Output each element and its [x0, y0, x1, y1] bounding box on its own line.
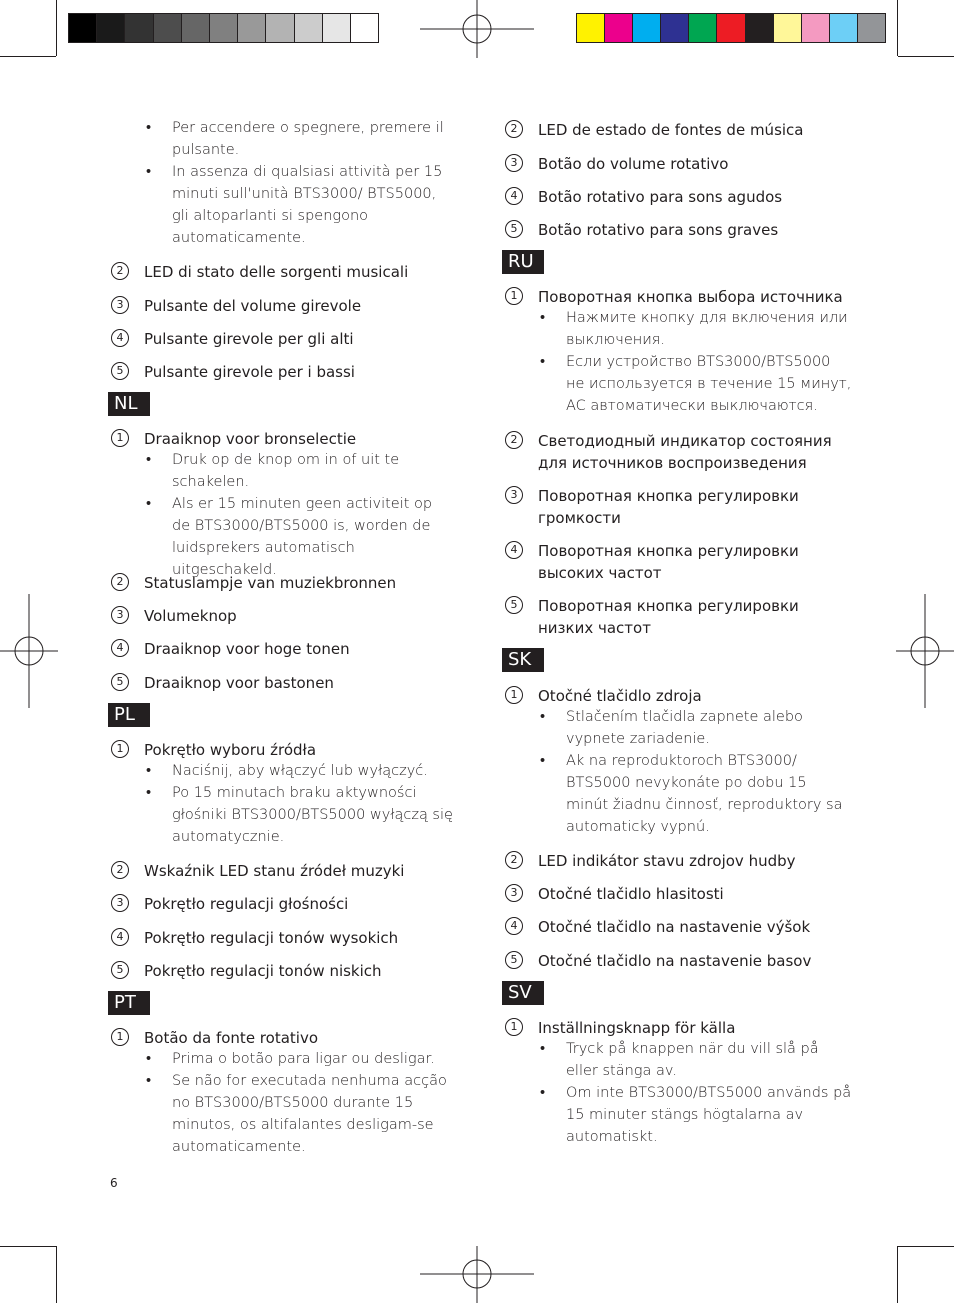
- item-label: Светодиодный индикатор состояния для источников воспроизведения: [538, 432, 832, 472]
- item-label: Draaiknop voor bronselectie: [144, 430, 357, 448]
- item-label: Otočné tlačidlo na nastavenie basov: [538, 952, 812, 970]
- color-swatch: [605, 14, 633, 42]
- item-number: 2: [505, 851, 523, 869]
- crop-mark: [898, 56, 954, 57]
- item-label: Wskaźnik LED stanu źródeł muzyki: [144, 862, 405, 880]
- bullet-item: • Prima o botão para ligar ou desligar.: [144, 1048, 453, 1070]
- item-label: Pokrętło regulacji tonów niskich: [144, 962, 382, 980]
- item-number: 3: [111, 894, 129, 912]
- item-label: Поворотная кнопка выбора источника: [538, 288, 843, 306]
- bullet-item: • In assenza di qualsiasi attività per 15 minuti sull'unità BTS3000/ BTS5000, gli altoparlanti si spengono automaticamente.: [144, 161, 453, 249]
- crop-mark: [0, 1246, 56, 1247]
- crop-mark: [897, 1246, 898, 1303]
- color-swatch: [774, 14, 802, 42]
- item-number: 5: [111, 961, 129, 979]
- crop-mark: [56, 1246, 57, 1303]
- item-number: 3: [505, 884, 523, 902]
- item-number: 2: [505, 431, 523, 449]
- item-label: Botão rotativo para sons graves: [538, 221, 779, 239]
- color-swatch: [661, 14, 689, 42]
- item-number: 3: [505, 486, 523, 504]
- item-label: Pulsante girevole per i bassi: [144, 363, 355, 381]
- item-number: 1: [111, 429, 129, 447]
- bullet-item: • Stlačením tlačidla zapnete alebo vypnete zariadenie.: [538, 706, 852, 750]
- item-number: 4: [111, 329, 129, 347]
- item-label: Volumeknop: [144, 607, 237, 625]
- bullet-item: • Naciśnij, aby włączyć lub wyłączyć.: [144, 760, 453, 782]
- item-label: Statuslampje van muziekbronnen: [144, 574, 397, 592]
- item-number: 5: [505, 951, 523, 969]
- language-tag-pl: PL: [108, 703, 150, 727]
- item-number: 5: [111, 362, 129, 380]
- crop-mark: [897, 0, 898, 56]
- item-label: Pulsante girevole per gli alti: [144, 330, 354, 348]
- ru-bullet-list: [538, 307, 852, 417]
- item-label: LED indikátor stavu zdrojov hudby: [538, 852, 796, 870]
- color-swatch: [577, 14, 605, 42]
- item-label: Поворотная кнопка регулировки низких частот: [538, 597, 799, 637]
- bullet-item: • Als er 15 minuten geen activiteit op de BTS3000/BTS5000 is, worden de luidsprekers automatisch uitgeschakeld.: [144, 493, 453, 581]
- bullet-item: • Ak na reproduktoroch BTS3000/ BTS5000 nevykonáte po dobu 15 minút žiadnu činnosť, reproduktory sa automaticky vypnú.: [538, 750, 852, 838]
- color-swatch: [830, 14, 858, 42]
- item-label: Pokrętło wyboru źródła: [144, 741, 317, 759]
- item-label: Pulsante del volume girevole: [144, 297, 362, 315]
- item-number: 3: [111, 296, 129, 314]
- sk-bullet-list: [538, 706, 852, 838]
- item-label: Botão rotativo para sons agudos: [538, 188, 783, 206]
- color-swatch: [746, 14, 774, 42]
- item-number: 5: [111, 673, 129, 691]
- bullet-item: • Tryck på knappen när du vill slå på eller stänga av.: [538, 1038, 852, 1082]
- item-number: 3: [505, 154, 523, 172]
- item-number: 2: [111, 861, 129, 879]
- item-number: 4: [505, 541, 523, 559]
- color-swatch: [238, 14, 266, 42]
- item-label: Botão da fonte rotativo: [144, 1029, 319, 1047]
- bullet-item: • Po 15 minutach braku aktywności głośniki BTS3000/BTS5000 wyłączą się automatycznie.: [144, 782, 453, 848]
- crop-mark: [0, 56, 56, 57]
- color-swatch: [802, 14, 830, 42]
- language-tag-sk: SK: [502, 648, 544, 672]
- item-label: Otočné tlačidlo zdroja: [538, 687, 702, 705]
- item-number: 2: [505, 120, 523, 138]
- item-number: 4: [111, 928, 129, 946]
- item-number: 2: [111, 573, 129, 591]
- item-label: Draaiknop voor hoge tonen: [144, 640, 350, 658]
- color-swatch: [266, 14, 294, 42]
- page-number: 6: [110, 1176, 118, 1190]
- nl-bullet-list: [144, 449, 453, 581]
- item-label: Поворотная кнопка регулировки высоких частот: [538, 542, 799, 582]
- item-label: Otočné tlačidlo hlasitosti: [538, 885, 724, 903]
- registration-mark-left: [0, 594, 58, 708]
- item-number: 2: [111, 262, 129, 280]
- color-swatch: [125, 14, 153, 42]
- pt-bullet-list: [144, 1048, 453, 1158]
- language-tag-pt: PT: [108, 991, 150, 1015]
- item-label: Pokrętło regulacji głośności: [144, 895, 349, 913]
- item-number: 3: [111, 606, 129, 624]
- language-tag-nl: NL: [108, 392, 150, 416]
- color-swatch: [69, 14, 97, 42]
- bullet-item: • Druk op de knop om in of uit te schakelen.: [144, 449, 453, 493]
- item-number: 5: [505, 596, 523, 614]
- registration-mark-right: [896, 594, 954, 708]
- crop-mark: [898, 1246, 954, 1247]
- color-swatch: [97, 14, 125, 42]
- color-swatch: [689, 14, 717, 42]
- item-number: 4: [505, 917, 523, 935]
- item-label: Pokrętło regulacji tonów wysokich: [144, 929, 399, 947]
- bullet-item: • Нажмите кнопку для включения или выключения.: [538, 307, 852, 351]
- item-number: 4: [111, 639, 129, 657]
- color-calibration-bar: [576, 13, 886, 43]
- item-label: Поворотная кнопка регулировки громкости: [538, 487, 799, 527]
- bullet-item: • Se não for executada nenhuma acção no BTS3000/BTS5000 durante 15 minutos, os altifalantes desligam-se automaticamente.: [144, 1070, 453, 1158]
- bullet-item: • Om inte BTS3000/BTS5000 används på 15 minuter stängs högtalarna av automatiskt.: [538, 1082, 852, 1148]
- item-number: 1: [111, 740, 129, 758]
- color-swatch: [210, 14, 238, 42]
- crop-mark: [56, 0, 57, 56]
- color-swatch: [351, 14, 378, 42]
- color-swatch: [182, 14, 210, 42]
- item-number: 1: [111, 1028, 129, 1046]
- item-label: Inställningsknapp för källa: [538, 1019, 736, 1037]
- color-swatch: [633, 14, 661, 42]
- registration-mark-top: [420, 0, 534, 58]
- bullet-item: • Per accendere o spegnere, premere il pulsante.: [144, 117, 453, 161]
- item-number: 1: [505, 1018, 523, 1036]
- item-number: 1: [505, 287, 523, 305]
- item-label: LED de estado de fontes de música: [538, 121, 804, 139]
- item-number: 4: [505, 187, 523, 205]
- sv-bullet-list: [538, 1038, 852, 1148]
- item-label: Draaiknop voor bastonen: [144, 674, 334, 692]
- color-swatch: [154, 14, 182, 42]
- it-bullet-list: [144, 117, 453, 249]
- item-number: 5: [505, 220, 523, 238]
- color-swatch: [717, 14, 745, 42]
- item-label: Otočné tlačidlo na nastavenie výšok: [538, 918, 811, 936]
- item-label: LED di stato delle sorgenti musicali: [144, 263, 409, 281]
- item-number: 1: [505, 686, 523, 704]
- item-label: Botão do volume rotativo: [538, 155, 729, 173]
- bullet-item: • Если устройство BTS3000/BTS5000 не используется в течение 15 минут, AC автоматически выключаются.: [538, 351, 852, 417]
- color-swatch: [858, 14, 885, 42]
- grayscale-calibration-bar: [68, 13, 379, 43]
- color-swatch: [295, 14, 323, 42]
- language-tag-ru: RU: [502, 250, 544, 274]
- registration-mark-bottom: [420, 1246, 534, 1303]
- language-tag-sv: SV: [502, 981, 544, 1005]
- color-swatch: [323, 14, 351, 42]
- pl-bullet-list: [144, 760, 453, 848]
